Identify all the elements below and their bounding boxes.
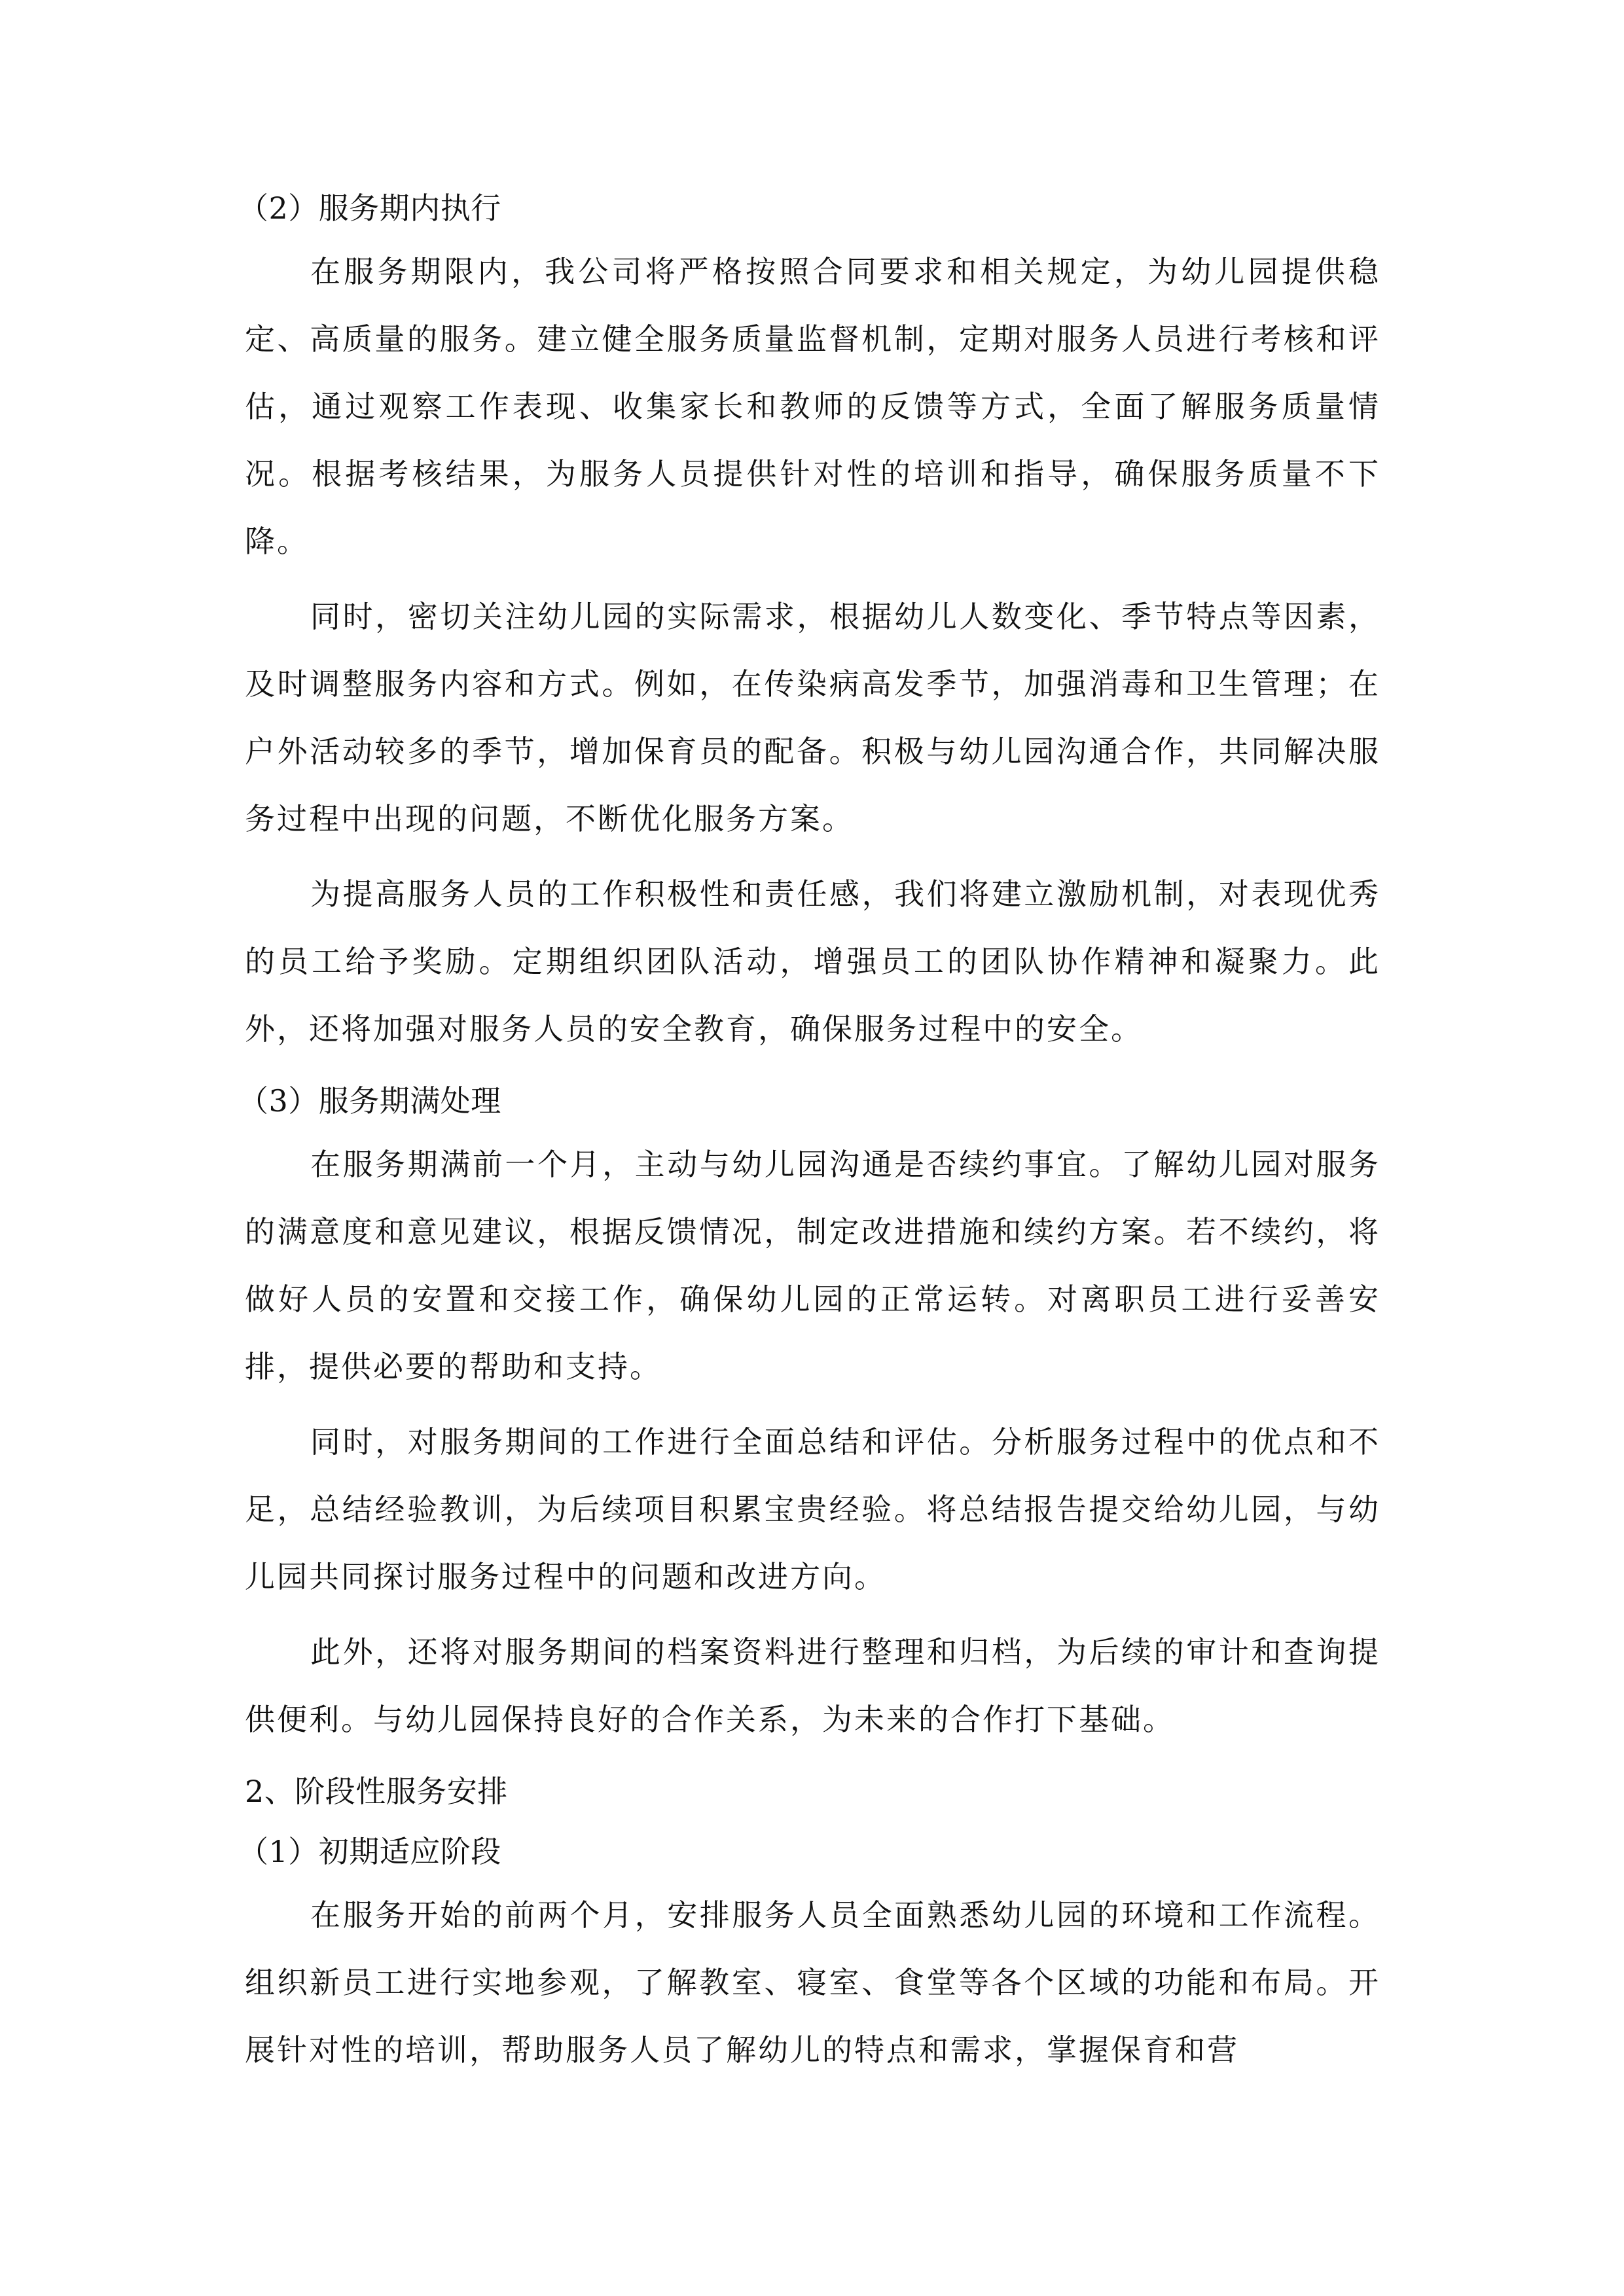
section-heading-initial-phase: （1）初期适应阶段	[238, 1834, 501, 1869]
section-heading-service-period: （2）服务期内执行	[238, 190, 501, 226]
paragraph: 在服务开始的前两个月，安排服务人员全面熟悉幼儿园的环境和工作流程。组织新员工进行实地参观，了解教室、寝室、食堂等各个区域的功能和布局。开展针对性的培训，帮助服务人员了解幼儿的特点和需求，掌握保育和营	[245, 1897, 1380, 2068]
paragraph: 同时，对服务期间的工作进行全面总结和评估。分析服务过程中的优点和不足，总结经验教训，为后续项目积累宝贵经验。将总结报告提交给幼儿园，与幼儿园共同探讨服务过程中的问题和改进方向。	[245, 1424, 1380, 1594]
paragraph: 此外，还将对服务期间的档案资料进行整理和归档，为后续的审计和查询提供便利。与幼儿园保持良好的合作关系，为未来的合作打下基础。	[245, 1634, 1380, 1737]
paragraph: 同时，密切关注幼儿园的实际需求，根据幼儿人数变化、季节特点等因素，及时调整服务内容和方式。例如，在传染病高发季节，加强消毒和卫生管理；在户外活动较多的季节，增加保育员的配备。积极与幼儿园沟通合作，共同解决服务过程中出现的问题，不断优化服务方案。	[245, 599, 1380, 836]
paragraph: 在服务期满前一个月，主动与幼儿园沟通是否续约事宜。了解幼儿园对服务的满意度和意见建议，根据反馈情况，制定改进措施和续约方案。若不续约，将做好人员的安置和交接工作，确保幼儿园的正常运转。对离职员工进行妥善安排，提供必要的帮助和支持。	[245, 1147, 1380, 1384]
paragraph: 在服务期限内，我公司将严格按照合同要求和相关规定，为幼儿园提供稳定、高质量的服务。建立健全服务质量监督机制，定期对服务人员进行考核和评估，通过观察工作表现、收集家长和教师的反馈等方式，全面了解服务质量情况。根据考核结果，为服务人员提供针对性的培训和指导，确保服务质量不下降。	[245, 254, 1380, 559]
section-heading-phased-arrangement: 2、阶段性服务安排	[245, 1774, 508, 1809]
section-heading-service-expiry: （3）服务期满处理	[238, 1083, 501, 1119]
paragraph: 为提高服务人员的工作积极性和责任感，我们将建立激励机制，对表现优秀的员工给予奖励。定期组织团队活动，增强员工的团队协作精神和凝聚力。此外，还将加强对服务人员的安全教育，确保服务过程中的安全。	[245, 876, 1380, 1047]
document-body	[238, 178, 1380, 2092]
